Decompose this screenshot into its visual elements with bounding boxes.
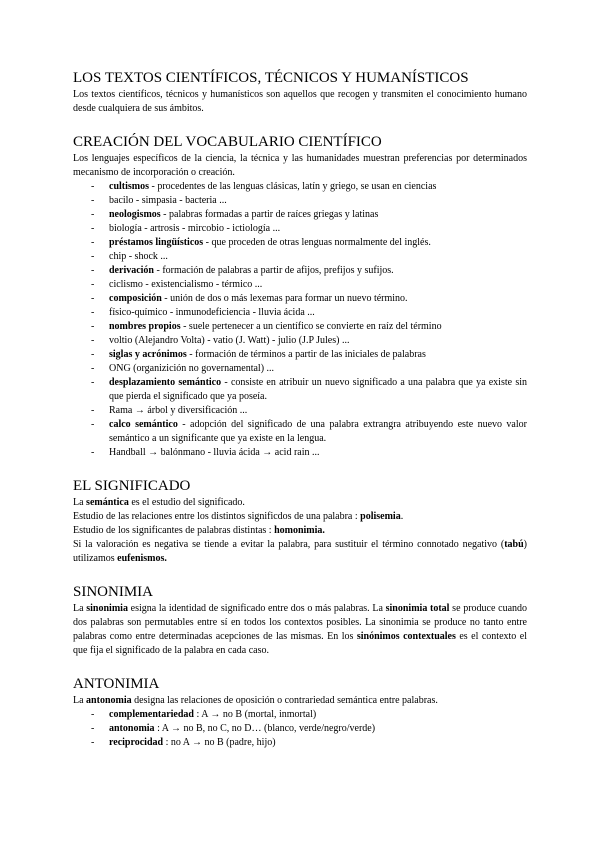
- list-item: - calco semántico - adopción del significado de una palabra extrangra atribuyendo este nuevo valor semántico a un significante que ya existe en la lengua.: [73, 418, 527, 446]
- list-item: - antonomia : A → no B, no C, no D… (blanco, verde/negro/verde): [73, 722, 527, 736]
- list-item: - nombres propios - suele pertenecer a un científico se convierte en raíz del término: [73, 320, 527, 334]
- term: neologismos: [109, 209, 161, 220]
- example-item: - bacilo - simpasia - bacteria ...: [73, 194, 527, 208]
- example-item: - físico-químico - inmunodeficiencia - lluvia ácida ...: [73, 306, 527, 320]
- section-textos: [73, 68, 527, 116]
- term: siglas y acrónimos: [109, 349, 187, 360]
- list-item: - complementariedad : A → no B (mortal, inmortal): [73, 708, 527, 722]
- section-title: CREACIÓN DEL VOCABULARIO CIENTÍFICO: [73, 134, 382, 150]
- list-item: - desplazamiento semántico - consiste en atribuir un nuevo significado a una palabra que ya existe sin que pierda el significado que ya poseía.: [73, 376, 527, 404]
- example-item: - biología - artrosis - mircobio - ictiología ...: [73, 222, 527, 236]
- section-title: EL SIGNIFICADO: [73, 478, 191, 494]
- list-item: - derivación - formación de palabras a partir de afijos, prefijos y sufijos.: [73, 264, 527, 278]
- list-item: - préstamos lingüísticos - que proceden de otras lenguas normalmente del inglés.: [73, 236, 527, 250]
- paragraph: Si la valoración es negativa se tiende a evitar la palabra, para sustituir el término connotado negativo (tabú) utilizamos eufenismos.: [73, 539, 527, 564]
- section-title: LOS TEXTOS CIENTÍFICOS, TÉCNICOS Y HUMANÍSTICOS: [73, 70, 469, 86]
- term: derivación: [109, 265, 154, 276]
- example-item: - ONG (organizición no governamental) ...: [73, 362, 527, 376]
- list-item: - siglas y acrónimos - formación de términos a partir de las iniciales de palabras: [73, 348, 527, 362]
- term: calco semántico: [109, 419, 178, 430]
- section-significado: [73, 476, 527, 566]
- term: préstamos lingüísticos: [109, 237, 204, 248]
- term: cultismos: [109, 181, 149, 192]
- document-content: [73, 68, 527, 766]
- term: composición: [109, 293, 162, 304]
- list-item: - reciprocidad : no A → no B (padre, hijo): [73, 736, 527, 750]
- term: complementariedad: [109, 709, 194, 720]
- list-item: - cultismos - procedentes de las lenguas clásicas, latín y griego, se usan en ciencias: [73, 180, 527, 194]
- paragraph: Estudio de los significantes de palabras distintas : homonimia.: [73, 525, 325, 536]
- term: reciprocidad: [109, 737, 164, 748]
- example-item: - voltio (Alejandro Volta) - vatio (J. Watt) - julio (J.P Jules) ...: [73, 334, 527, 348]
- example-item: - Rama → árbol y diversificación ...: [73, 404, 527, 418]
- list-item: - neologismos - palabras formadas a partir de raíces griegas y latinas: [73, 208, 527, 222]
- section-sinonimia: [73, 582, 527, 658]
- paragraph: La antonomia designa las relaciones de oposición o contrariedad semántica entre palabras.: [73, 695, 438, 706]
- antonymy-list: [73, 708, 527, 750]
- paragraph: Estudio de las relaciones entre los distintos significdos de una palabra : polisemia.: [73, 511, 404, 522]
- example-item: - ciclismo - existencialismo - térmico ...: [73, 278, 527, 292]
- paragraph: Los textos científicos, técnicos y humanísticos son aquellos que recogen y transmiten el conocimiento humano desde cualquiera de sus ámbitos.: [73, 89, 527, 114]
- paragraph: Los lenguajes específicos de la ciencia, la técnica y las humanidades muestran preferencias por determinados mecanismo de incorporación o creación.: [73, 153, 527, 178]
- section-title: ANTONIMIA: [73, 676, 160, 692]
- mechanism-list: [73, 180, 527, 460]
- paragraph: La sinonimia esigna la identidad de significado entre dos o más palabras. La sinonimia total se produce cuando dos palabras son permutables entre sí en todos los contextos posibles. La sinonimia se produce no tanto entre palabras como entre determinadas acepciones de las mismas. En los sinónimos contextuales es el contexto el que fija el significado de la palabra en cada caso.: [73, 603, 528, 656]
- example-item: - chip - shock ...: [73, 250, 527, 264]
- term: antonomia: [109, 723, 155, 734]
- section-antonimia: [73, 674, 527, 750]
- term: nombres propios: [109, 321, 181, 332]
- section-title: SINONIMIA: [73, 584, 153, 600]
- example-item: - Handball → balónmano - lluvia ácida → acid rain ...: [73, 446, 527, 460]
- section-vocabulario: [73, 132, 527, 460]
- paragraph: La semántica es el estudio del significado.: [73, 497, 245, 508]
- list-item: - composición - unión de dos o más lexemas para formar un nuevo término.: [73, 292, 527, 306]
- term: desplazamiento semántico: [109, 377, 222, 388]
